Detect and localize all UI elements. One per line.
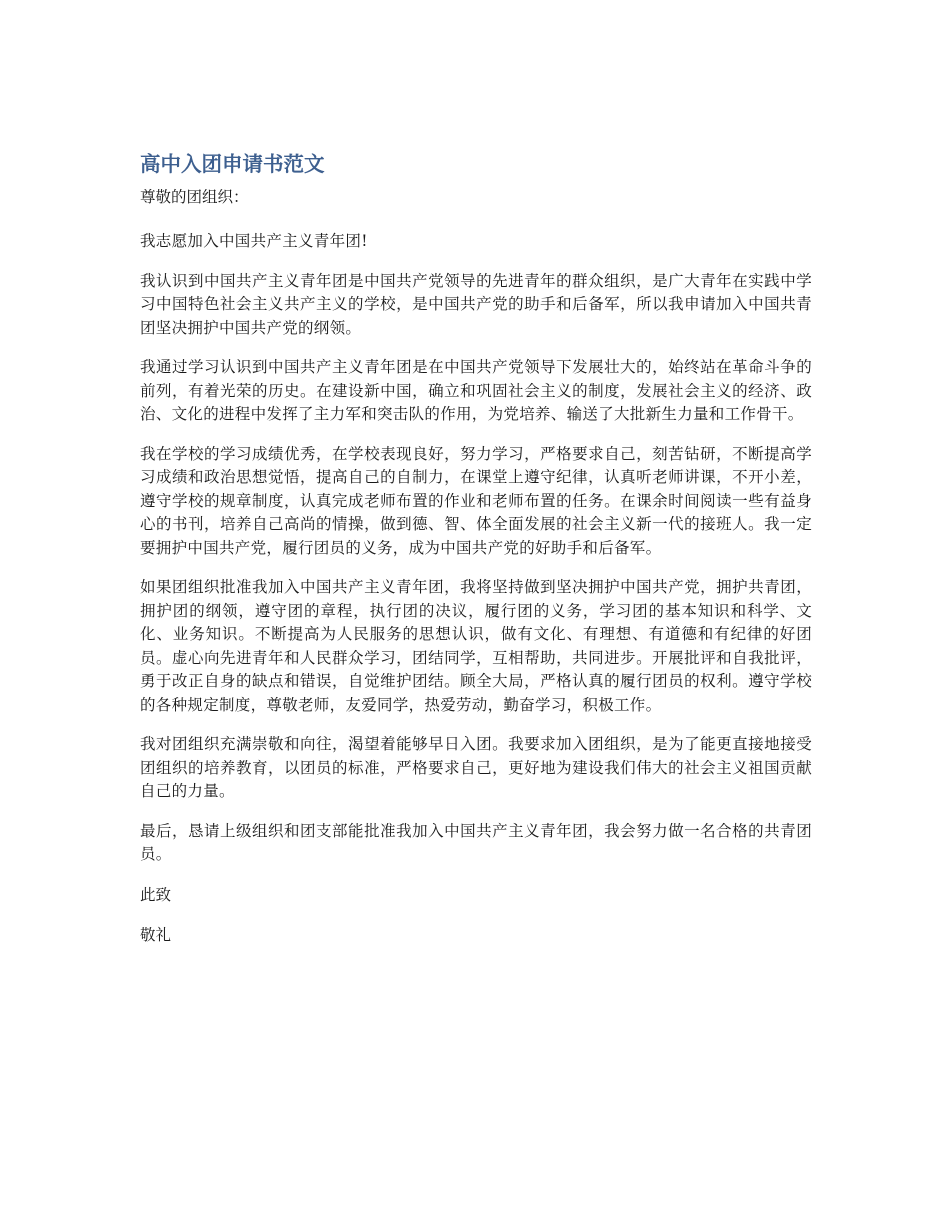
paragraph-history: 我通过学习认识到中国共产主义青年团是在中国共产党领导下发展壮大的，始终站在革命斗争的前列，有着光荣的历史。在建设新中国，确立和巩固社会主义的制度，发展社会主义的经济、政治、文化的进程中发挥了主力军和突击队的作用，为党培养、输送了大批新生力量和工作骨干。 [140,358,812,423]
document-title: 高中入团申请书范文 [140,152,325,176]
paragraph-request: 最后，恳请上级组织和团支部能批准我加入中国共产主义青年团，我会努力做一名合格的共青团员。 [140,821,812,863]
paragraph-commitment: 如果团组织批准我加入中国共产主义青年团，我将坚持做到坚决拥护中国共产党，拥护共青团，拥护团的纲领，遵守团的章程，执行团的决议，履行团的义务，学习团的基本知识和科学、文化、业务知识。不断提高为人民服务的思想认识，做有文化、有理想、有道德和有纪律的好团员。虚心向先进青年和人民群众学习，团结同学，互相帮助，共同进步。开展批评和自我批评，勇于改正自身的缺点和错误，自觉维护团结。顾全大局，严格认真的履行团员的权利。遵守学校的各种规定制度，尊敬老师，友爱同学，热爱劳动，勤奋学习，积极工作。 [140,578,812,714]
paragraph-understanding: 我认识到中国共产主义青年团是中国共产党领导的先进青年的群众组织，是广大青年在实践中学习中国特色社会主义共产主义的学校，是中国共产党的助手和后备军，所以我申请加入中国共青团坚决拥护中国共产党的纲领。 [140,271,812,337]
paragraph-aspiration: 我对团组织充满崇敬和向往，渴望着能够早日入团。我要求加入团组织，是为了能更直接地接受团组织的培养教育，以团员的标准，严格要求自己，更好地为建设我们伟大的社会主义祖国贡献自己的力量。 [140,735,812,800]
closing-salute: 敬礼 [140,925,172,944]
salutation: 尊敬的团组织： [140,188,249,206]
document-page [140,148,812,963]
paragraph-pledge: 我志愿加入中国共产主义青年团! [140,232,368,250]
closing-regards: 此致 [140,885,172,904]
paragraph-performance: 我在学校的学习成绩优秀，在学校表现良好，努力学习，严格要求自己，刻苦钻研，不断提高学习成绩和政治思想觉悟，提高自己的自制力，在课堂上遵守纪律，认真听老师讲课，不开小差，遵守学校的规章制度，认真完成老师布置的作业和老师布置的任务。在课余时间阅读一些有益身心的书刊，培养自己高尚的情操，做到德、智、体全面发展的社会主义新一代的接班人。我一定要拥护中国共产党，履行团员的义务，成为中国共产党的好助手和后备军。 [140,444,812,557]
